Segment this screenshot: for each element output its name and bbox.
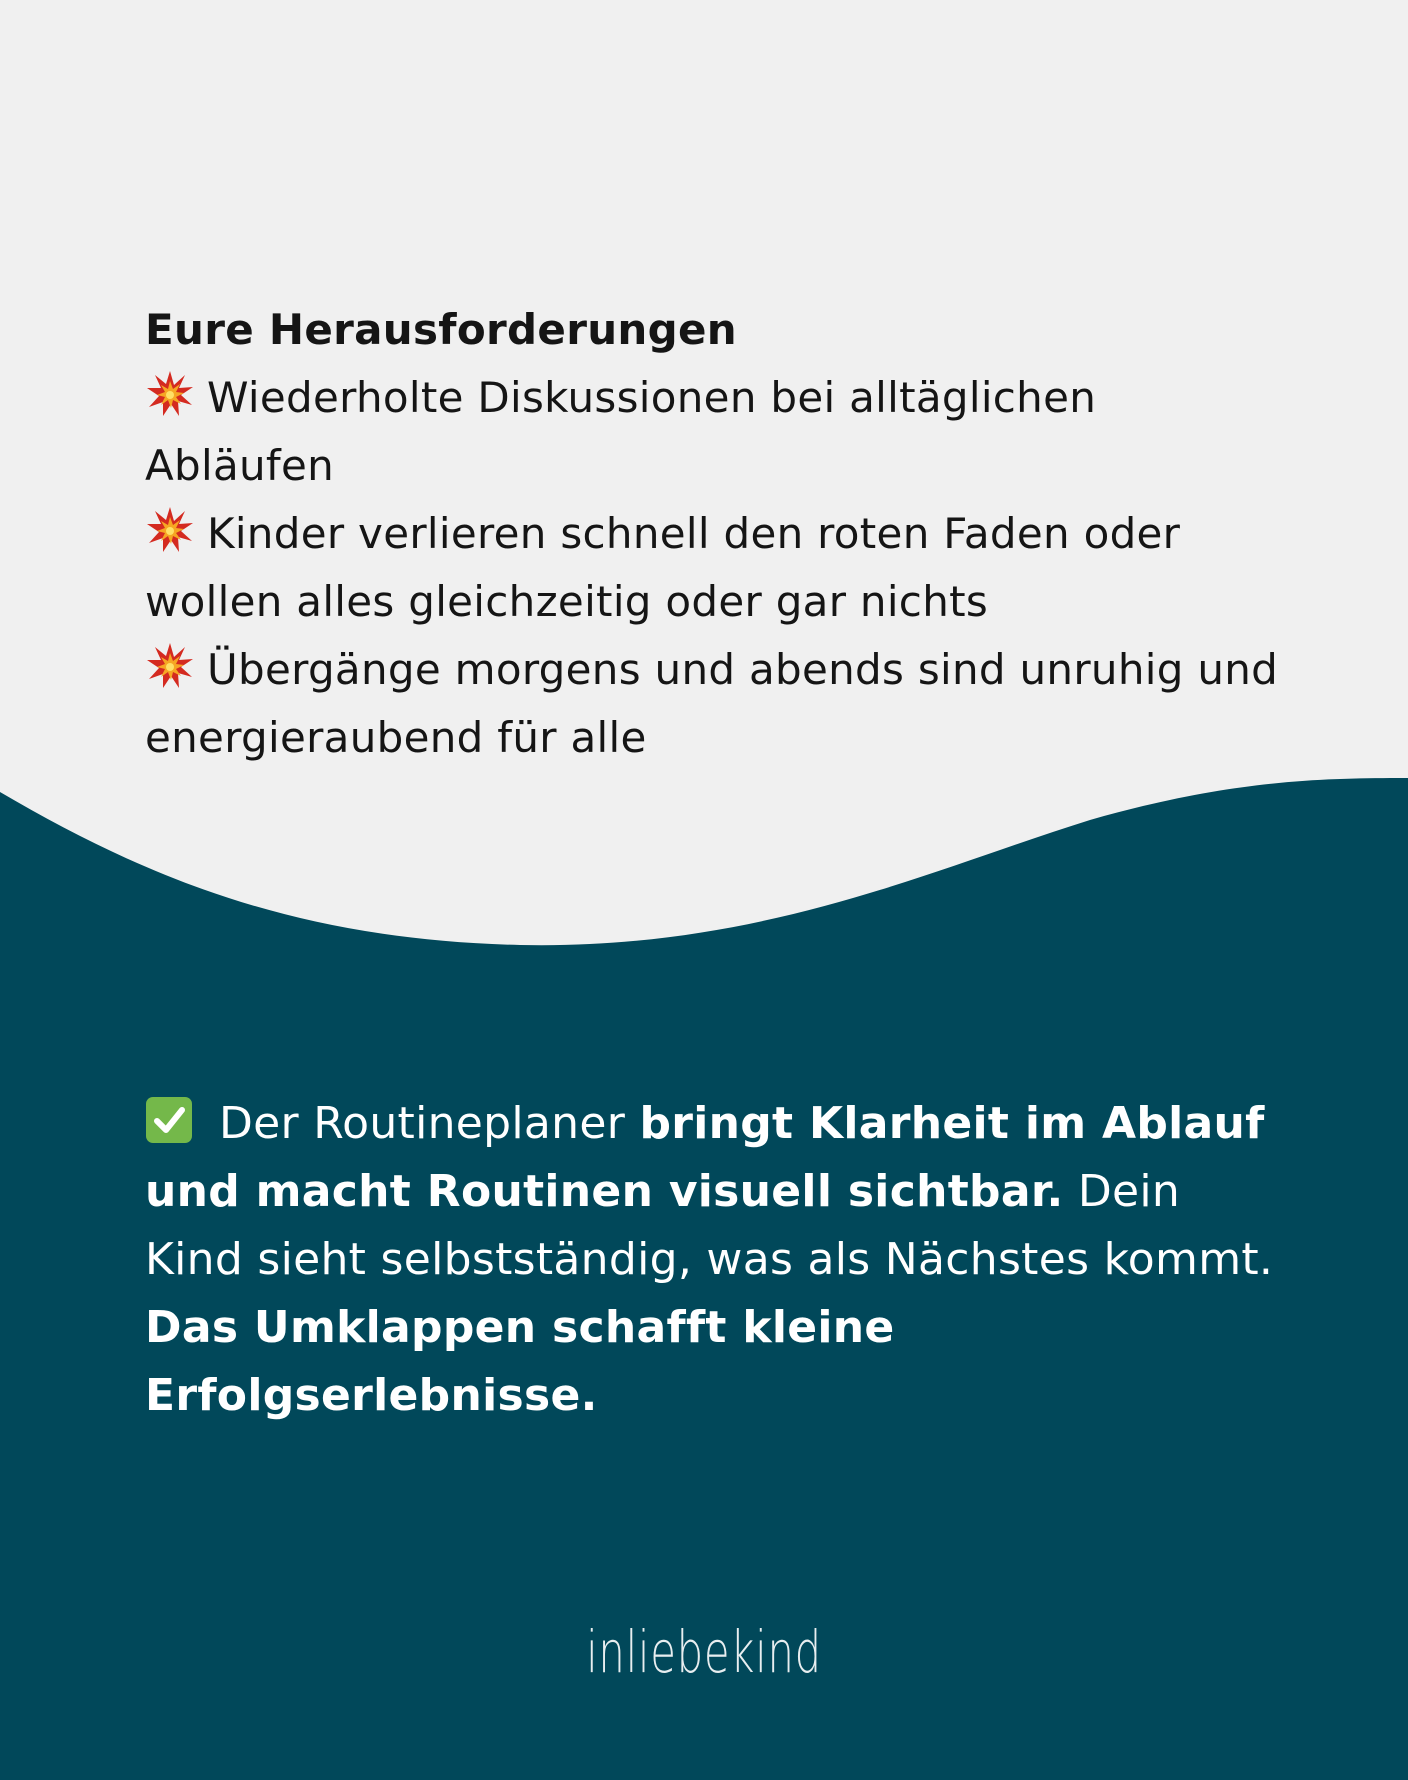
challenge-text: Übergänge morgens und abends sind unruhig und energieraubend für alle [145,645,1279,762]
solution-text-bold-2: Das Umklappen schafft kleine Erfolgserlebnisse. [145,1302,895,1421]
challenges-section [145,296,1285,772]
collision-icon [145,505,195,555]
solution-text-bold-1: bringt Klarheit im Ablauf und macht Routinen visuell sichtbar. [145,1098,1265,1217]
brand-logo: inliebekind [586,1618,822,1686]
solution-paragraph [145,1090,1285,1430]
solution-text-intro: Der Routineplaner [219,1098,626,1149]
check-mark-icon [145,1096,193,1144]
challenge-item [145,364,1285,500]
challenge-item [145,636,1285,772]
challenge-text: Kinder verlieren schnell den roten Faden oder wollen alles gleichzeitig oder gar nichts [145,509,1181,626]
challenges-title: Eure Herausforderungen [145,305,737,354]
collision-icon [145,641,195,691]
collision-icon [145,369,195,419]
challenge-item [145,500,1285,636]
challenge-text: Wiederholte Diskussionen bei alltäglichen Abläufen [145,373,1097,490]
solution-text-middle: Dein Kind sieht selbstständig, was als Nächstes kommt. [145,1166,1274,1285]
